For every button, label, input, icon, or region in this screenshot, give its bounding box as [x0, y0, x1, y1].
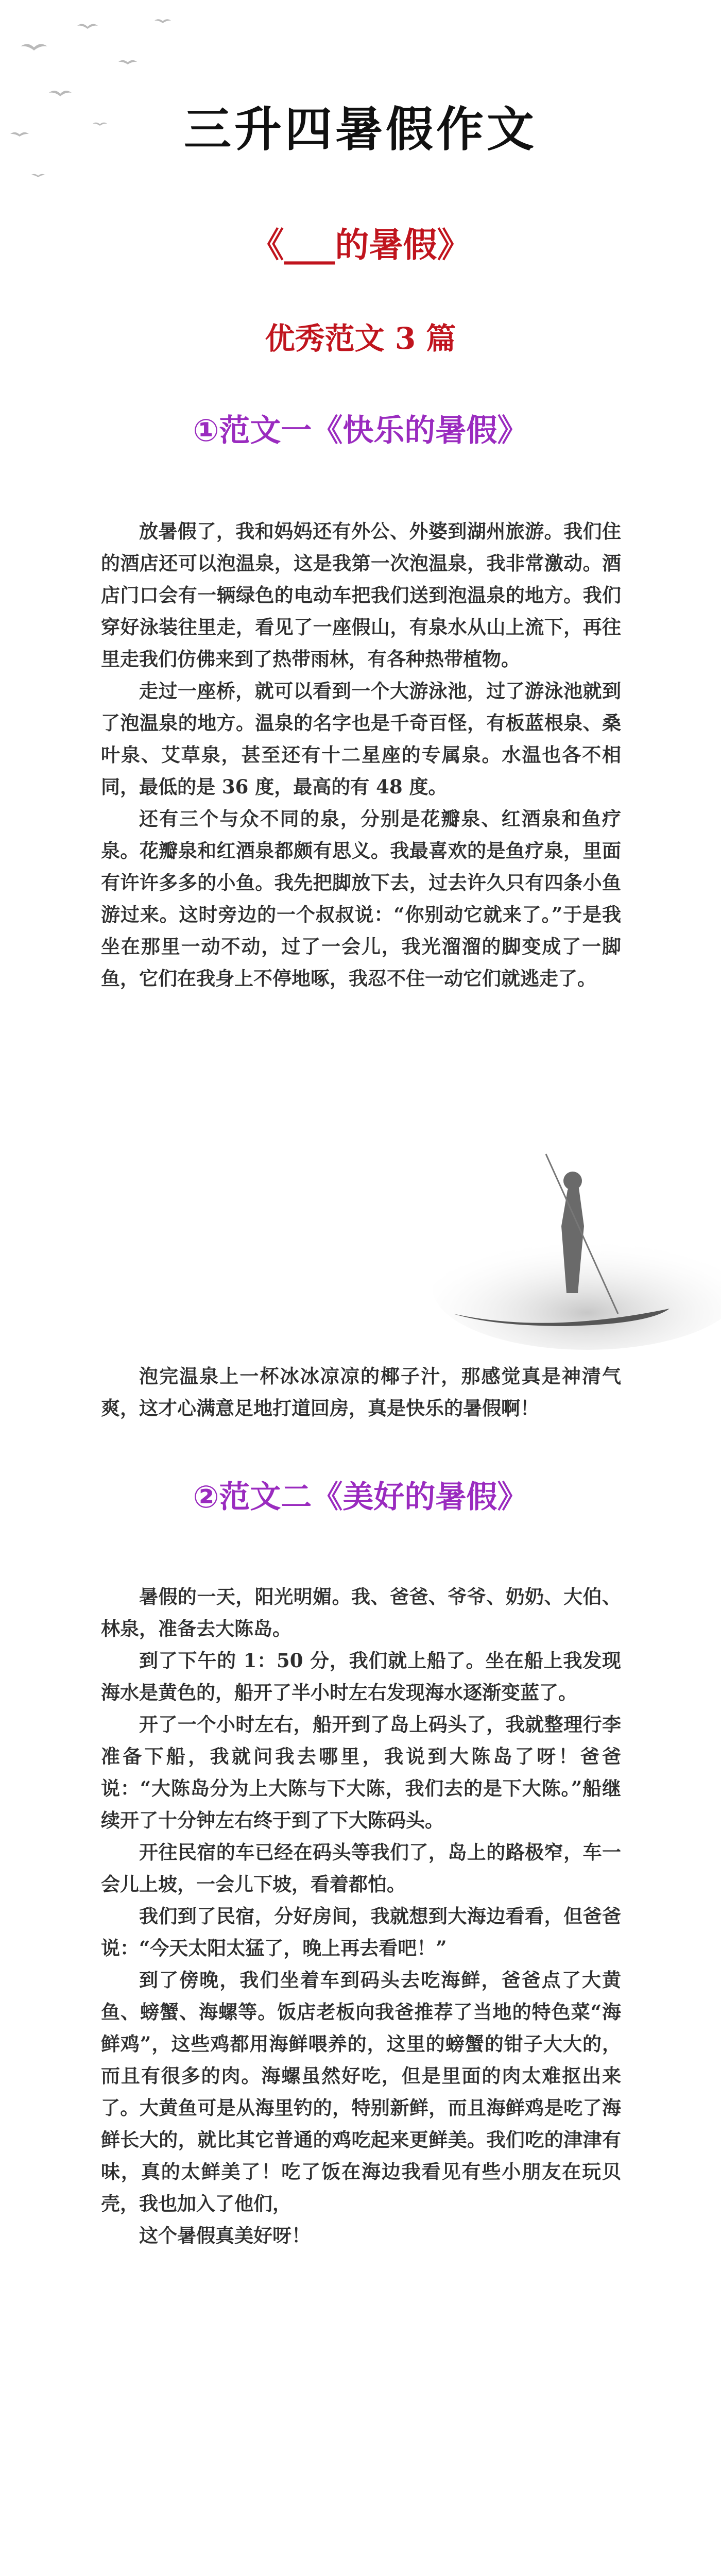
paragraph: 暑假的一天，阳光明媚。我、爸爸、爷爷、奶奶、大伯、林泉，准备去大陈岛。: [101, 1585, 621, 1640]
paragraph: 还有三个与众不同的泉，分别是花瓣泉、红酒泉和鱼疗泉。花瓣泉和红酒泉都颇有思义。我最喜欢的是鱼疗泉，里面有许许多多的小鱼。我先把脚放下去，过去许久只有四条小鱼游过来。这时旁边的一个叔叔说：“你别动它就来了。”于是我坐在那里一动不动，过了一会儿，我光溜溜的脚变成了一脚鱼，它们在我身上不停地啄，我忍不住一动它们就逃走了。: [101, 807, 621, 990]
paragraph: 开往民宿的车已经在码头等我们了，岛上的路极窄，车一会儿上坡，一会儿下坡，看着都怕。: [101, 1841, 621, 1895]
paragraph: 泡完温泉上一杯冰冰凉凉的椰子汁，那感觉真是神清气爽，这才心满意足地打道回房，真是快乐的暑假啊！: [101, 1365, 621, 1419]
paragraph: 走过一座桥，就可以看到一个大游泳池，过了游泳池就到了泡温泉的地方。温泉的名字也是千奇百怪，有板蓝根泉、桑叶泉、艾草泉，甚至还有十二星座的专属泉。水温也各不相同，最低的是 36 度，最高的有 48 度。: [101, 680, 621, 798]
paragraph: 到了下午的 1：50 分，我们就上船了。坐在船上我发现海水是黄色的，船开了半小时左右发现海水逐渐变蓝了。: [101, 1649, 621, 1704]
section-heading-1: ①范文一《快乐的暑假》: [193, 413, 528, 449]
paragraph: 我们到了民宿，分好房间，我就想到大海边看看，但爸爸说：“今天太阳太猛了，晚上再去看吧！”: [101, 1905, 621, 1959]
paragraph: 这个暑假真美好呀！: [139, 2224, 311, 2247]
section-heading-2: ②范文二《美好的暑假》: [193, 1479, 528, 1515]
ink-boat-figure-decoration: [391, 2504, 721, 2576]
paragraph: 到了傍晚，我们坐着车到码头去吃海鲜，爸爸点了大黄鱼、螃蟹、海螺等。饭店老板向我爸推荐了当地的特色菜“海鲜鸡”，这些鸡都用海鲜喂养的，这里的螃蟹的钳子大大的，而且有很多的肉。海螺虽然好吃，但是里面的肉太难抠出来了。大黄鱼可是从海里钓的，特别新鲜，而且海鲜鸡是吃了海鲜长大的，就比其它普通的鸡吃起来更鲜美。我们吃的津津有味，真的太鲜美了！吃了饭在海边我看见有些小朋友在玩贝壳，我也加入了他们，: [101, 1969, 621, 2215]
section-1-body: [101, 515, 621, 994]
ink-boat-figure-decoration: [391, 1072, 721, 1360]
page-title: 三升四暑假作文: [183, 102, 537, 157]
section-1-closing: [101, 1360, 621, 1424]
paragraph: 开了一个小时左右，船开到了岛上码头了，我就整理行李准备下船，我就问我去哪里，我说到大陈岛了呀！爸爸说：“大陈岛分为上大陈与下大陈，我们去的是下大陈。”船继续开了十分钟左右终于到了下大陈码头。: [101, 1713, 621, 1832]
sample-count-label: 优秀范文 3 篇: [265, 321, 456, 356]
section-2-body: [101, 1581, 621, 2251]
paragraph: 放暑假了，我和妈妈还有外公、外婆到湖州旅游。我们住的酒店还可以泡温泉，这是我第一次泡温泉，我非常激动。酒店门口会有一辆绿色的电动车把我们送到泡温泉的地方。我们穿好泳装往里走，看见了一座假山，有泉水从山上流下，再往里走我们仿佛来到了热带雨林，有各种热带植物。: [101, 520, 621, 670]
essay-subtitle: 《___的暑假》: [250, 225, 471, 265]
